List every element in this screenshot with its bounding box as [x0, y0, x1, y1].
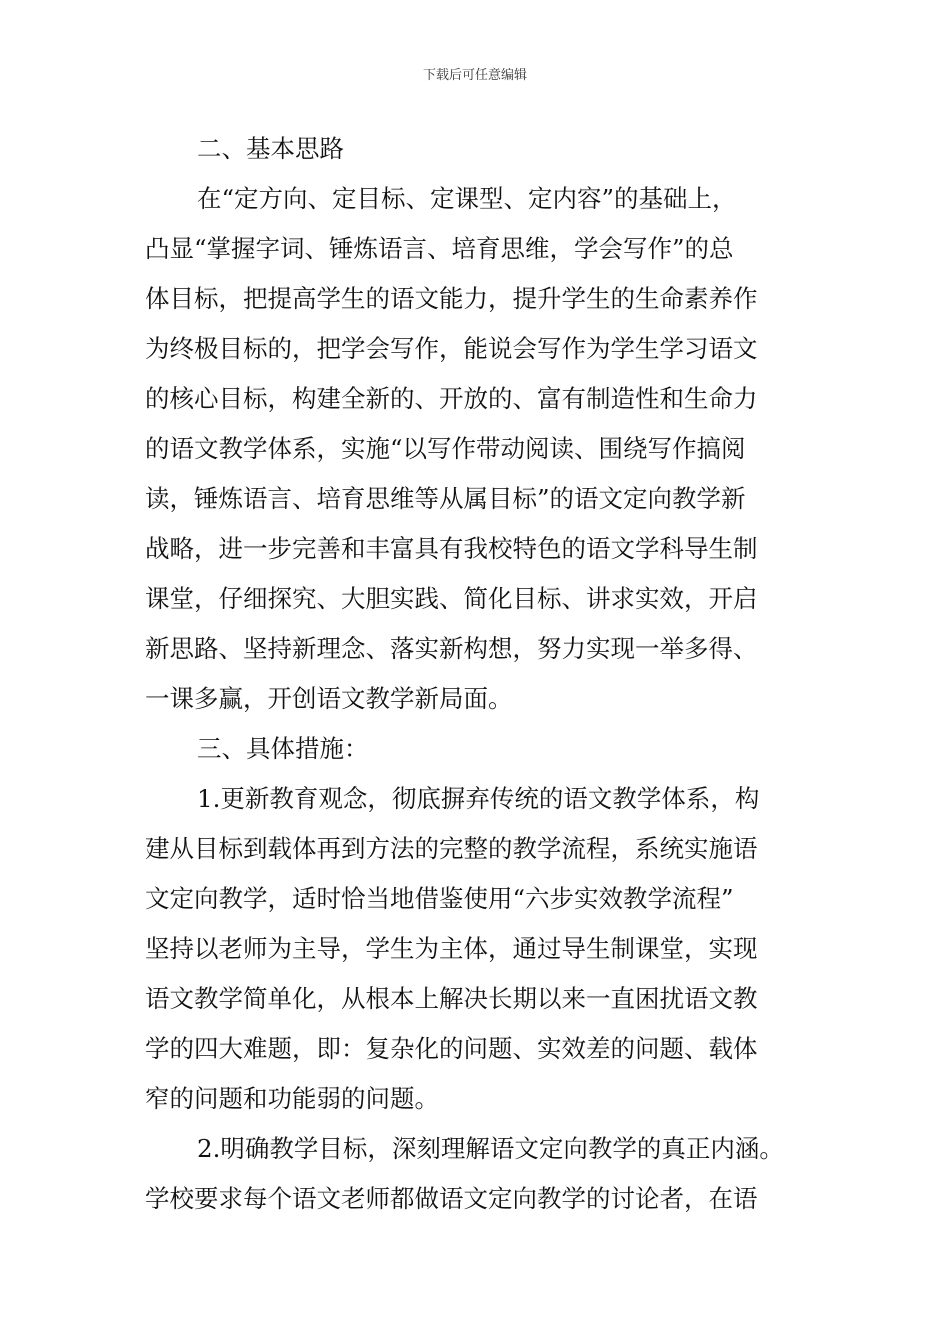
page-header: 下载后可任意编辑 — [422, 68, 527, 83]
text-line: 窄的问题和功能弱的问题。 — [145, 1084, 439, 1113]
text-line: 二、基本思路 — [197, 134, 344, 163]
text-line: 凸显“掌握字词、锤炼语言、培育思维，学会写作”的总 — [145, 234, 734, 263]
text-line: 为终极目标的，把学会写作，能说会写作为学生学习语文 — [145, 334, 758, 363]
text-line: 课堂，仔细探究、大胆实践、简化目标、讲求实效，开启 — [145, 584, 758, 613]
text-line: 的核心目标，构建全新的、开放的、富有制造性和生命力 — [145, 384, 758, 413]
text-line: 学的四大难题，即：复杂化的问题、实效差的问题、载体 — [145, 1034, 758, 1063]
text-line: 建从目标到载体再到方法的完整的教学流程，系统实施语 — [145, 834, 758, 863]
text-line: 的语文教学体系，实施“以写作带动阅读、围绕写作搞阅 — [145, 434, 746, 463]
text-line: 三、具体措施： — [197, 734, 369, 763]
text-line: 语文教学简单化，从根本上解决长期以来一直困扰语文教 — [145, 984, 758, 1013]
text-line: 战略，进一步完善和丰富具有我校特色的语文学科导生制 — [145, 534, 758, 563]
text-line: 新思路、坚持新理念、落实新构想，努力实现一举多得、 — [145, 634, 758, 663]
text-line: 1.更新教育观念，彻底摒弃传统的语文教学体系，构 — [197, 784, 760, 813]
document-body — [145, 124, 810, 1224]
text-line: 坚持以老师为主导，学生为主体，通过导生制课堂，实现 — [145, 934, 758, 963]
text-line: 2.明确教学目标，深刻理解语文定向教学的真正内涵。 — [197, 1134, 784, 1163]
text-line: 读，锤炼语言、培育思维等从属目标”的语文定向教学新 — [145, 484, 746, 513]
text-line: 一课多赢，开创语文教学新局面。 — [145, 684, 513, 713]
text-line: 文定向教学，适时恰当地借鉴使用“六步实效教学流程” — [145, 884, 734, 913]
text-line: 在“定方向、定目标、定课型、定内容”的基础上， — [197, 184, 737, 213]
text-line: 体目标，把提高学生的语文能力，提升学生的生命素养作 — [145, 284, 758, 313]
text-line: 学校要求每个语文老师都做语文定向教学的讨论者，在语 — [145, 1184, 758, 1213]
